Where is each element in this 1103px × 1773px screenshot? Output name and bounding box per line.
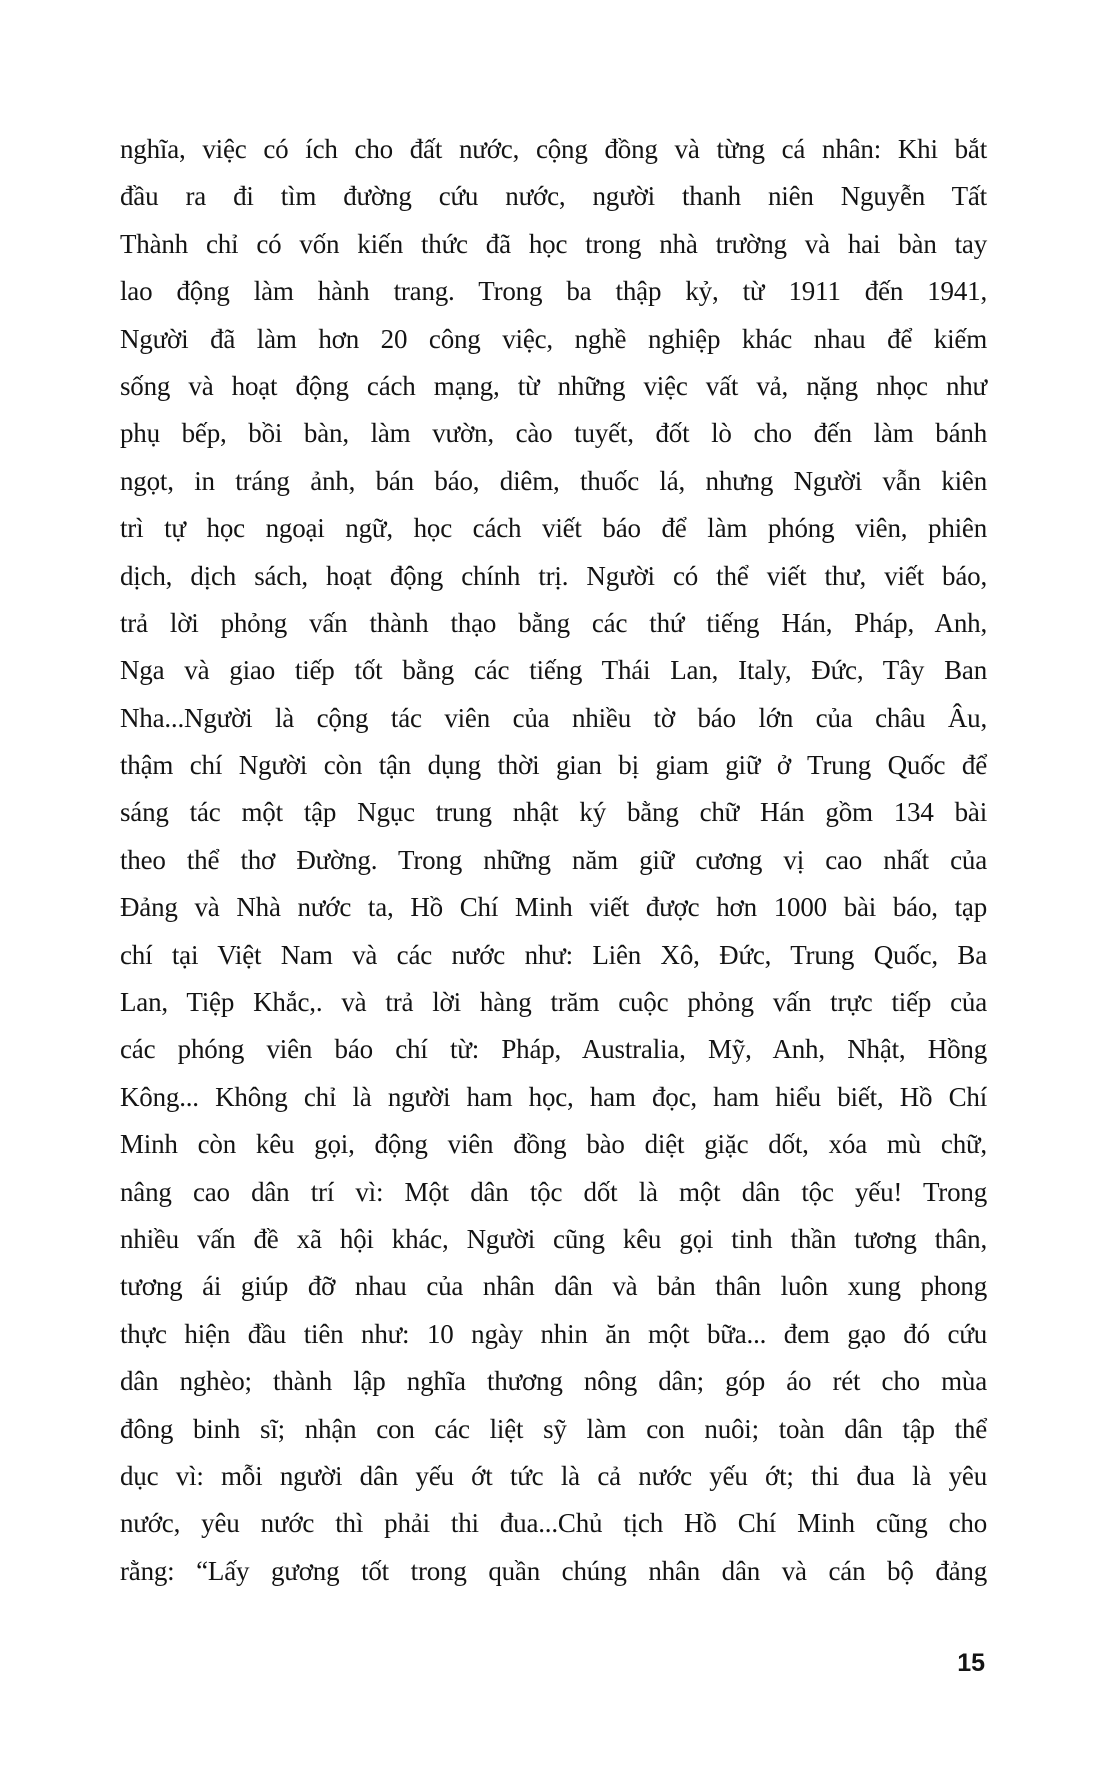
text-line: các phóng viên báo chí từ: Pháp, Australia, Mỹ, Anh, Nhật, Hồng [120,1034,987,1065]
text-line: Nga và giao tiếp tốt bằng các tiếng Thái Lan, Italy, Đức, Tây Ban [120,655,987,686]
text-line: trả lời phỏng vấn thành thạo bằng các thứ tiếng Hán, Pháp, Anh, [120,607,987,638]
text-line: ngọt, in tráng ảnh, bán báo, diêm, thuốc lá, nhưng Người vẫn kiên [120,465,987,496]
text-line: thực hiện đầu tiên như: 10 ngày nhin ăn một bữa... đem gạo đó cứu [120,1318,987,1349]
body-paragraph [120,126,987,1595]
text-line: Thành chỉ có vốn kiến thức đã học trong nhà trường và hai bàn tay [120,228,987,259]
page-number: 15 [957,1649,985,1677]
text-line: đông binh sĩ; nhận con các liệt sỹ làm con nuôi; toàn dân tập thể [120,1413,987,1444]
text-line: trì tự học ngoại ngữ, học cách viết báo để làm phóng viên, phiên [120,513,987,544]
text-line: dục vì: mỗi người dân yếu ớt tức là cả nước yếu ớt; thi đua là yêu [120,1460,987,1491]
text-line: tương ái giúp đỡ nhau của nhân dân và bản thân luôn xung phong [120,1271,987,1302]
text-line: sống và hoạt động cách mạng, từ những việc vất vả, nặng nhọc như [120,370,987,401]
text-line: Nha...Người là cộng tác viên của nhiều tờ báo lớn của châu Âu, [120,702,987,733]
text-line: chí tại Việt Nam và các nước như: Liên Xô, Đức, Trung Quốc, Ba [120,939,987,970]
text-line: Kông... Không chỉ là người ham học, ham đọc, ham hiểu biết, Hồ Chí [120,1081,987,1112]
text-line: rằng: “Lấy gương tốt trong quần chúng nhân dân và cán bộ đảng [120,1555,987,1586]
text-line: nghĩa, việc có ích cho đất nước, cộng đồng và từng cá nhân: Khi bắt [120,134,987,164]
text-line: nâng cao dân trí vì: Một dân tộc dốt là một dân tộc yếu! Trong [120,1176,987,1207]
text-line: Lan, Tiệp Khắc,. và trả lời hàng trăm cuộc phỏng vấn trực tiếp của [120,987,987,1018]
text-line: thậm chí Người còn tận dụng thời gian bị giam giữ ở Trung Quốc để [120,750,987,781]
text-line: lao động làm hành trang. Trong ba thập kỷ, từ 1911 đến 1941, [120,276,987,307]
text-line: Người đã làm hơn 20 công việc, nghề nghiệp khác nhau để kiếm [120,323,987,354]
text-line: sáng tác một tập Ngục trung nhật ký bằng chữ Hán gồm 134 bài [120,797,987,828]
text-line: phụ bếp, bồi bàn, làm vườn, cào tuyết, đốt lò cho đến làm bánh [120,418,987,449]
text-line: dịch, dịch sách, hoạt động chính trị. Người có thể viết thư, viết báo, [120,560,987,591]
text-line: theo thể thơ Đường. Trong những năm giữ cương vị cao nhất của [120,844,987,875]
text-line: nước, yêu nước thì phải thi đua...Chủ tịch Hồ Chí Minh cũng cho [120,1508,987,1539]
text-line: đầu ra đi tìm đường cứu nước, người thanh niên Nguyễn Tất [120,181,987,212]
text-line: Đảng và Nhà nước ta, Hồ Chí Minh viết được hơn 1000 bài báo, tạp [120,892,987,923]
text-line: nhiều vấn đề xã hội khác, Người cũng kêu gọi tinh thần tương thân, [120,1223,987,1254]
text-line: dân nghèo; thành lập nghĩa thương nông dân; góp áo rét cho mùa [120,1366,987,1397]
text-line: Minh còn kêu gọi, động viên đồng bào diệt giặc dốt, xóa mù chữ, [120,1129,987,1160]
